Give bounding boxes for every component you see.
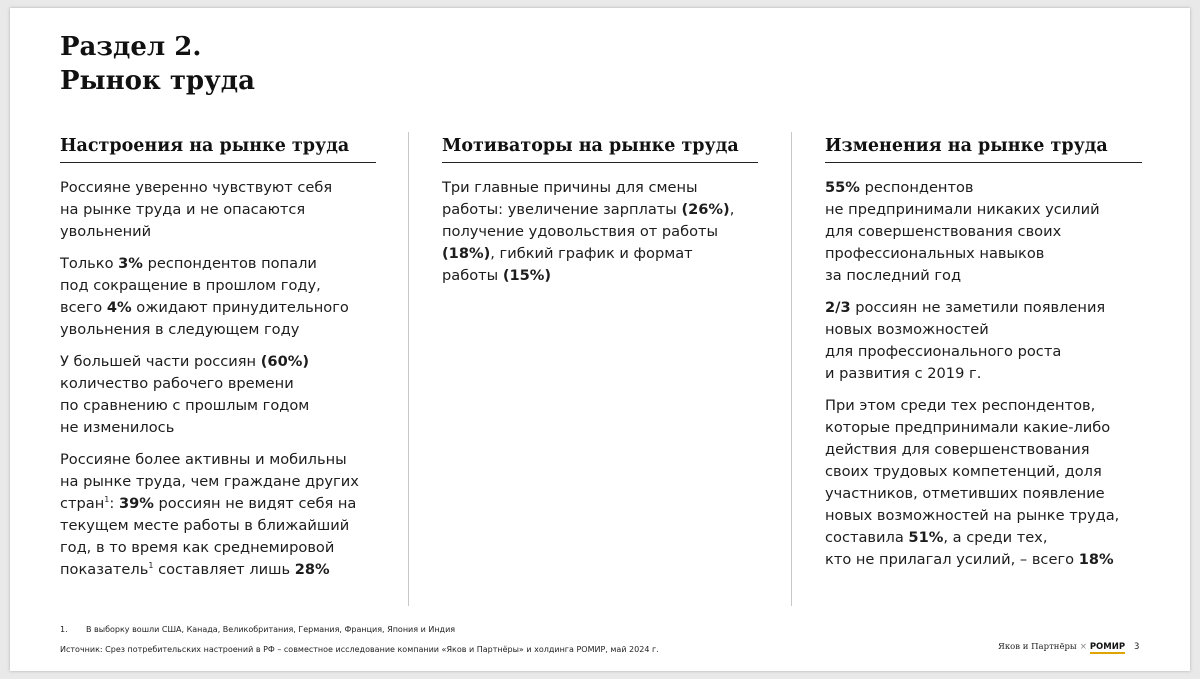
text-run: новых возможностей на рынке труда, bbox=[825, 507, 1120, 524]
text-line bbox=[442, 265, 758, 287]
text-line bbox=[825, 221, 1142, 243]
text-run: составила bbox=[825, 529, 909, 546]
text-line bbox=[825, 199, 1142, 221]
slide-title bbox=[60, 30, 255, 98]
text-line bbox=[60, 253, 376, 275]
highlight-value: 4% bbox=[106, 299, 132, 316]
text-run: Россияне уверенно чувствуют себя bbox=[60, 179, 333, 196]
text-line bbox=[442, 221, 758, 243]
text-line bbox=[825, 549, 1142, 571]
text-run: увольнения в следующем году bbox=[60, 321, 300, 338]
text-line bbox=[825, 439, 1142, 461]
text-run: под сокращение в прошлом году, bbox=[60, 277, 321, 294]
text-line bbox=[60, 297, 376, 319]
title-line-1: Раздел 2. bbox=[60, 32, 202, 62]
text-run: новых возможностей bbox=[825, 321, 989, 338]
highlight-value: (26%) bbox=[681, 201, 730, 218]
footnote-ref: 1 bbox=[148, 561, 154, 571]
text-line bbox=[60, 515, 376, 537]
text-line bbox=[825, 363, 1142, 385]
paragraph bbox=[442, 177, 758, 287]
text-run: россиян не видят себя на bbox=[153, 495, 357, 512]
highlight-value: (18%) bbox=[442, 245, 491, 262]
paragraph bbox=[60, 449, 376, 581]
text-line bbox=[825, 461, 1142, 483]
text-run: текущем месте работы в ближайший bbox=[60, 517, 350, 534]
page-number: 3 bbox=[1134, 642, 1140, 652]
text-run: , а среди тех, bbox=[943, 529, 1048, 546]
text-run: всего bbox=[60, 299, 107, 316]
text-line bbox=[825, 417, 1142, 439]
highlight-value: 18% bbox=[1078, 551, 1114, 568]
text-run: для совершенствования своих bbox=[825, 223, 1062, 240]
text-line bbox=[825, 319, 1142, 341]
text-run: и развития с 2019 г. bbox=[825, 365, 982, 382]
column-mood bbox=[60, 134, 376, 581]
paragraph bbox=[60, 351, 376, 439]
column-heading: Изменения на рынке труда bbox=[825, 134, 1142, 163]
text-run: на рынке труда и не опасаются bbox=[60, 201, 306, 218]
paragraph bbox=[825, 177, 1142, 287]
text-line bbox=[825, 527, 1142, 549]
text-run: не изменилось bbox=[60, 419, 175, 436]
text-run: ожидают принудительного bbox=[131, 299, 349, 316]
text-line bbox=[825, 395, 1142, 417]
column-divider bbox=[791, 132, 792, 606]
highlight-value: 3% bbox=[118, 255, 143, 272]
text-line bbox=[825, 483, 1142, 505]
text-run: работы bbox=[442, 267, 503, 284]
text-run: : bbox=[109, 495, 119, 512]
text-line bbox=[60, 275, 376, 297]
column-body bbox=[60, 177, 376, 581]
text-run: год, в то время как среднемировой bbox=[60, 539, 335, 556]
text-line bbox=[60, 199, 376, 221]
text-line bbox=[60, 493, 376, 515]
text-run: Россияне более активны и мобильны bbox=[60, 451, 347, 468]
highlight-value: 28% bbox=[294, 561, 330, 578]
column-changes bbox=[825, 134, 1142, 571]
text-line bbox=[60, 471, 376, 493]
text-line bbox=[825, 265, 1142, 287]
column-divider bbox=[408, 132, 409, 606]
text-run: не предпринимали никаких усилий bbox=[825, 201, 1100, 218]
text-run: кто не прилагал усилий, – всего bbox=[825, 551, 1079, 568]
text-line bbox=[60, 319, 376, 341]
text-run: У большей части россиян bbox=[60, 353, 261, 370]
text-run: , bbox=[729, 201, 735, 218]
text-line bbox=[60, 449, 376, 471]
footnote-number: 1. bbox=[60, 625, 68, 634]
highlight-value: 55% bbox=[825, 179, 860, 196]
text-line bbox=[442, 199, 758, 221]
text-line bbox=[825, 341, 1142, 363]
text-run: своих трудовых компетенций, доля bbox=[825, 463, 1102, 480]
text-run: по сравнению с прошлым годом bbox=[60, 397, 310, 414]
text-run: участников, отметивших появление bbox=[825, 485, 1105, 502]
column-body bbox=[442, 177, 758, 287]
text-line bbox=[442, 243, 758, 265]
highlight-value: 2/3 bbox=[825, 299, 851, 316]
footnote-text: В выборку вошли США, Канада, Великобритания, Германия, Франция, Япония и Индия bbox=[86, 625, 456, 634]
text-run: увольнений bbox=[60, 223, 152, 240]
column-heading: Мотиваторы на рынке труда bbox=[442, 134, 758, 163]
text-run: россиян не заметили появления bbox=[850, 299, 1106, 316]
text-run: Три главные причины для смены bbox=[442, 179, 698, 196]
text-run: Только bbox=[60, 255, 119, 272]
paragraph bbox=[60, 253, 376, 341]
text-line bbox=[825, 297, 1142, 319]
text-line bbox=[825, 177, 1142, 199]
footnote-ref: 1 bbox=[104, 495, 110, 505]
logo-romir: РОМИР bbox=[1089, 642, 1126, 652]
text-run: для профессионального роста bbox=[825, 343, 1062, 360]
title-line-2: Рынок труда bbox=[60, 66, 255, 96]
text-run: получение удовольствия от работы bbox=[442, 223, 719, 240]
column-heading: Настроения на рынке труда bbox=[60, 134, 376, 163]
paragraph bbox=[60, 177, 376, 243]
highlight-value: (15%) bbox=[502, 267, 552, 284]
text-run: стран bbox=[60, 495, 105, 512]
column-motivators bbox=[442, 134, 758, 287]
text-line bbox=[60, 537, 376, 559]
text-line bbox=[60, 177, 376, 199]
text-run: составляет лишь bbox=[153, 561, 295, 578]
source-note: Источник: Срез потребительских настроений в РФ – совместное исследование компании «Яков и Партнёры» и холдинга РОМИР, май 2024 г. bbox=[60, 645, 659, 654]
partner-logo bbox=[998, 642, 1125, 652]
paragraph bbox=[825, 395, 1142, 571]
text-line bbox=[825, 243, 1142, 265]
text-run: респондентов попали bbox=[142, 255, 317, 272]
logo-separator: × bbox=[1079, 642, 1087, 652]
text-run: работы: увеличение зарплаты bbox=[442, 201, 682, 218]
text-run: , гибкий график и формат bbox=[490, 245, 693, 262]
text-run: показатель bbox=[60, 561, 149, 578]
paragraph bbox=[825, 297, 1142, 385]
text-line bbox=[60, 417, 376, 439]
highlight-value: 51% bbox=[908, 529, 944, 546]
text-line bbox=[442, 177, 758, 199]
text-run: которые предпринимали какие-либо bbox=[825, 419, 1111, 436]
text-run: на рынке труда, чем граждане других bbox=[60, 473, 359, 490]
text-run: за последний год bbox=[825, 267, 962, 284]
text-line bbox=[60, 351, 376, 373]
text-run: При этом среди тех респондентов, bbox=[825, 397, 1096, 414]
text-run: количество рабочего времени bbox=[60, 375, 294, 392]
text-run: действия для совершенствования bbox=[825, 441, 1090, 458]
text-line bbox=[60, 559, 376, 581]
logo-yakov-partners: Яков и Партнёры bbox=[998, 642, 1077, 652]
highlight-value: 39% bbox=[118, 495, 154, 512]
text-run: респондентов bbox=[859, 179, 974, 196]
highlight-value: (60%) bbox=[260, 353, 310, 370]
text-line bbox=[825, 505, 1142, 527]
footnote bbox=[60, 625, 455, 634]
slide bbox=[10, 8, 1190, 671]
column-body bbox=[825, 177, 1142, 571]
text-line bbox=[60, 373, 376, 395]
text-line bbox=[60, 395, 376, 417]
text-run: профессиональных навыков bbox=[825, 245, 1045, 262]
text-line bbox=[60, 221, 376, 243]
